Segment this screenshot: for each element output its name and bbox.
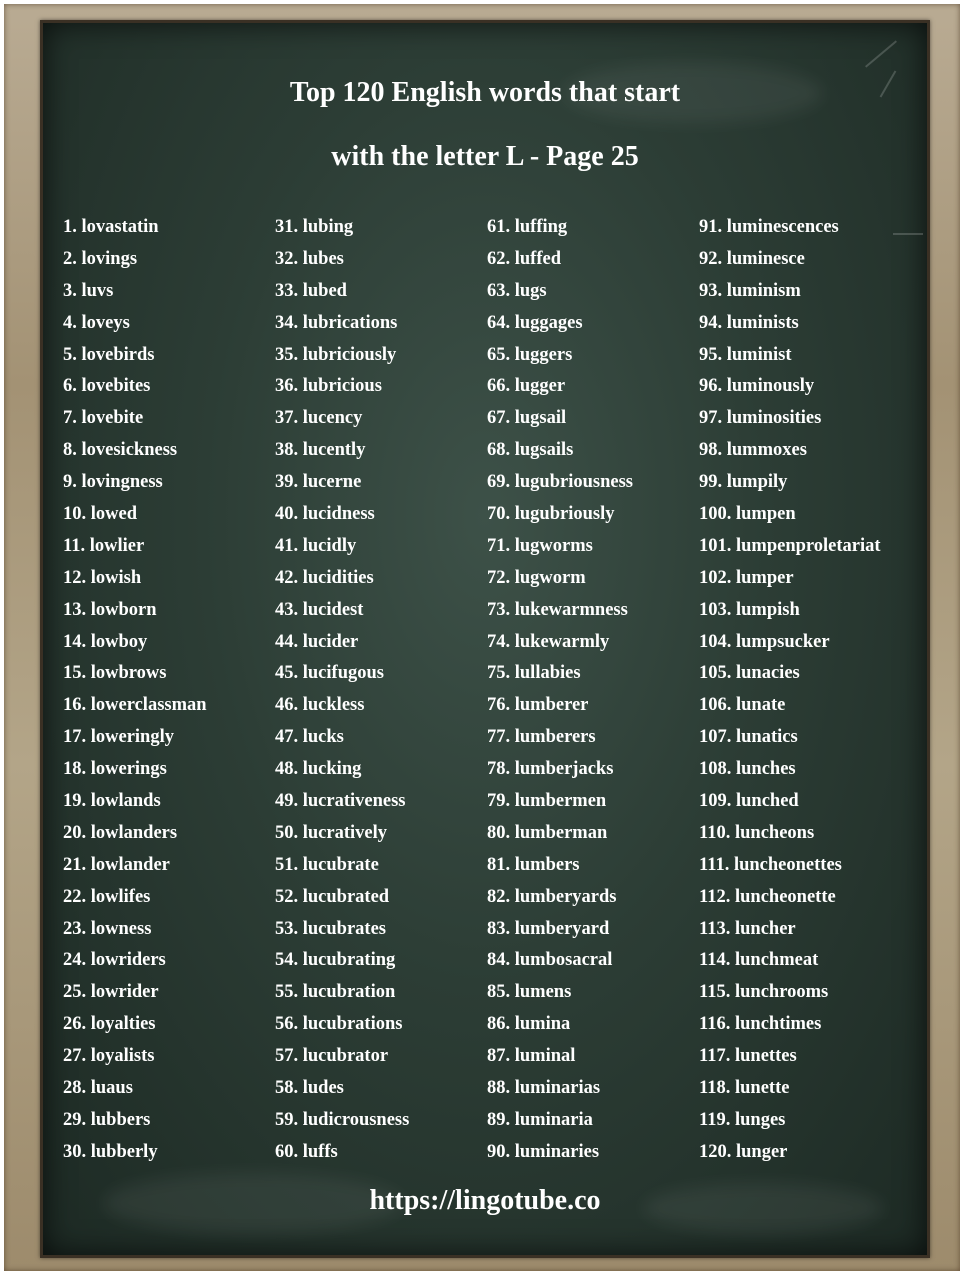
word-list-item: 73. lukewarmness [487,599,628,620]
word-list-item: 4. loveys [63,312,130,333]
word-list-item: 98. lummoxes [699,440,807,461]
word-list-item: 107. lunatics [699,727,798,748]
word-list-item: 68. lugsails [487,440,574,461]
word-list-item: 95. luminist [699,344,792,365]
word-list-item: 11. lowlier [63,535,145,556]
word-list-item: 89. luminaria [487,1109,593,1130]
word-list-item: 18. lowerings [63,759,167,780]
word-list-item: 59. ludicrousness [275,1109,410,1130]
word-list-item: 81. lumbers [487,854,580,875]
page-title-line-1: Top 120 English words that start [289,77,681,108]
word-list-item: 7. lovebite [63,408,144,429]
word-list-item: 13. lowborn [63,599,157,620]
word-list-item: 120. lunger [699,1141,788,1162]
word-list-item: 88. luminarias [487,1078,601,1099]
word-list-item: 90. luminaries [487,1141,600,1162]
word-list-item: 84. lumbosacral [487,950,613,971]
word-list-item: 54. lucubrating [275,950,396,971]
word-list-item: 56. lucubrations [275,1014,403,1035]
word-list-item: 53. lucubrates [275,918,386,939]
word-list-item: 35. lubriciously [275,344,397,365]
word-list-item: 64. luggages [487,312,583,333]
word-list-item: 106. lunate [699,695,786,716]
word-list-item: 92. luminesce [699,248,805,269]
word-list-item: 102. lumper [699,567,794,588]
word-list-item: 79. lumbermen [487,791,607,812]
word-list-item: 111. luncheonettes [699,854,842,875]
word-list-item: 36. lubricious [275,376,382,397]
word-column-1 [63,211,283,1168]
word-list-item: 23. lowness [63,918,152,939]
word-list-item: 31. lubing [275,217,354,237]
word-list-item: 24. lowriders [63,950,166,971]
word-list-item: 74. lukewarmly [487,631,610,652]
word-list [63,211,923,1171]
word-list-item: 66. lugger [487,376,566,397]
word-list-item: 117. lunettes [699,1046,797,1067]
word-list-item: 76. lumberer [487,695,589,716]
word-list-item: 85. lumens [487,982,572,1003]
word-list-item: 43. lucidest [275,599,364,620]
word-list-item: 57. lucubrator [275,1046,389,1067]
word-list-item: 112. luncheonette [699,886,836,907]
word-list-item: 118. lunette [699,1078,790,1099]
word-list-item: 2. lovings [63,248,138,269]
word-list-item: 46. luckless [275,695,365,716]
word-list-item: 19. lowlands [63,791,161,812]
word-list-item: 30. lubberly [63,1141,158,1162]
word-list-item: 100. lumpen [699,504,796,525]
word-list-item: 83. lumberyard [487,918,610,939]
word-list-item: 91. luminescences [699,217,839,237]
word-list-item: 28. luaus [63,1078,133,1099]
word-list-item: 58. ludes [275,1078,344,1099]
word-list-item: 8. lovesickness [63,440,178,461]
word-list-item: 45. lucifugous [275,663,384,684]
word-column-4 [699,211,919,1168]
word-list-item: 99. lumpily [699,472,788,493]
word-list-item: 82. lumberyards [487,886,617,907]
word-list-item: 6. lovebites [63,376,151,397]
word-list-item: 14. lowboy [63,631,148,652]
word-list-item: 62. luffed [487,248,561,269]
word-list-item: 15. lowbrows [63,663,167,684]
word-list-item: 105. lunacies [699,663,800,684]
word-list-item: 42. lucidities [275,567,374,588]
word-list-item: 119. lunges [699,1109,786,1130]
word-list-item: 41. lucidly [275,535,357,556]
word-list-item: 5. lovebirds [63,344,155,365]
word-list-item: 1. lovastatin [63,217,159,237]
word-list-item: 60. luffs [275,1141,338,1162]
word-list-item: 97. luminosities [699,408,822,429]
word-list-item: 104. lumpsucker [699,631,830,652]
word-list-item: 96. luminously [699,376,815,397]
word-list-item: 63. lugs [487,280,547,301]
word-list-item: 51. lucubrate [275,854,379,875]
word-list-item: 48. lucking [275,759,362,780]
word-list-item: 40. lucidness [275,504,375,525]
chalk-mark [865,40,897,67]
page-title-line-2: with the letter L - Page 25 [331,141,639,172]
word-list-item: 72. lugworm [487,567,586,588]
word-list-item: 93. luminism [699,280,801,301]
word-list-item: 67. lugsail [487,408,567,429]
word-list-item: 77. lumberers [487,727,596,748]
word-list-item: 87. luminal [487,1046,576,1067]
word-list-item: 109. lunched [699,791,799,812]
word-list-item: 70. lugubriously [487,504,615,525]
word-list-item: 50. lucratively [275,822,388,843]
word-list-item: 55. lucubration [275,982,396,1003]
word-list-item: 75. lullabies [487,663,581,684]
word-list-item: 29. lubbers [63,1109,151,1130]
word-list-item: 34. lubrications [275,312,398,333]
word-list-item: 39. lucerne [275,472,362,493]
chalkboard [40,20,930,1258]
word-list-item: 52. lucubrated [275,886,390,907]
word-column-3 [487,211,707,1168]
word-list-item: 108. lunches [699,759,796,780]
word-list-item: 94. luminists [699,312,799,333]
word-list-item: 86. lumina [487,1014,571,1035]
word-list-item: 9. lovingness [63,472,163,493]
word-list-item: 47. lucks [275,727,344,748]
word-list-item: 27. loyalists [63,1046,155,1067]
word-list-item: 12. lowish [63,567,142,588]
word-list-item: 78. lumberjacks [487,759,614,780]
word-list-item: 32. lubes [275,248,344,269]
word-list-item: 3. luvs [63,280,114,301]
word-list-item: 16. lowerclassman [63,695,207,716]
word-list-item: 22. lowlifes [63,886,151,907]
word-list-item: 37. lucency [275,408,363,429]
word-list-item: 44. lucider [275,631,359,652]
word-list-item: 61. luffing [487,217,568,237]
word-list-item: 101. lumpenproletariat [699,535,881,556]
word-list-item: 110. luncheons [699,822,815,843]
word-list-item: 80. lumberman [487,822,608,843]
word-list-item: 26. loyalties [63,1014,156,1035]
word-list-item: 103. lumpish [699,599,800,620]
word-list-item: 116. lunchtimes [699,1014,822,1035]
word-list-item: 71. lugworms [487,535,593,556]
word-list-item: 25. lowrider [63,982,159,1003]
word-list-item: 115. lunchrooms [699,982,829,1003]
word-list-item: 114. lunchmeat [699,950,819,971]
word-column-2 [275,211,495,1168]
word-list-item: 10. lowed [63,504,137,525]
word-list-item: 33. lubed [275,280,347,301]
word-list-item: 69. lugubriousness [487,472,633,493]
word-list-item: 17. loweringly [63,727,174,748]
word-list-item: 38. lucently [275,440,366,461]
word-list-item: 20. lowlanders [63,822,178,843]
word-list-item: 65. luggers [487,344,573,365]
word-list-item: 21. lowlander [63,854,170,875]
website-url: https://lingotube.co [369,1185,601,1216]
word-list-item: 113. luncher [699,918,796,939]
word-list-item: 49. lucrativeness [275,791,406,812]
